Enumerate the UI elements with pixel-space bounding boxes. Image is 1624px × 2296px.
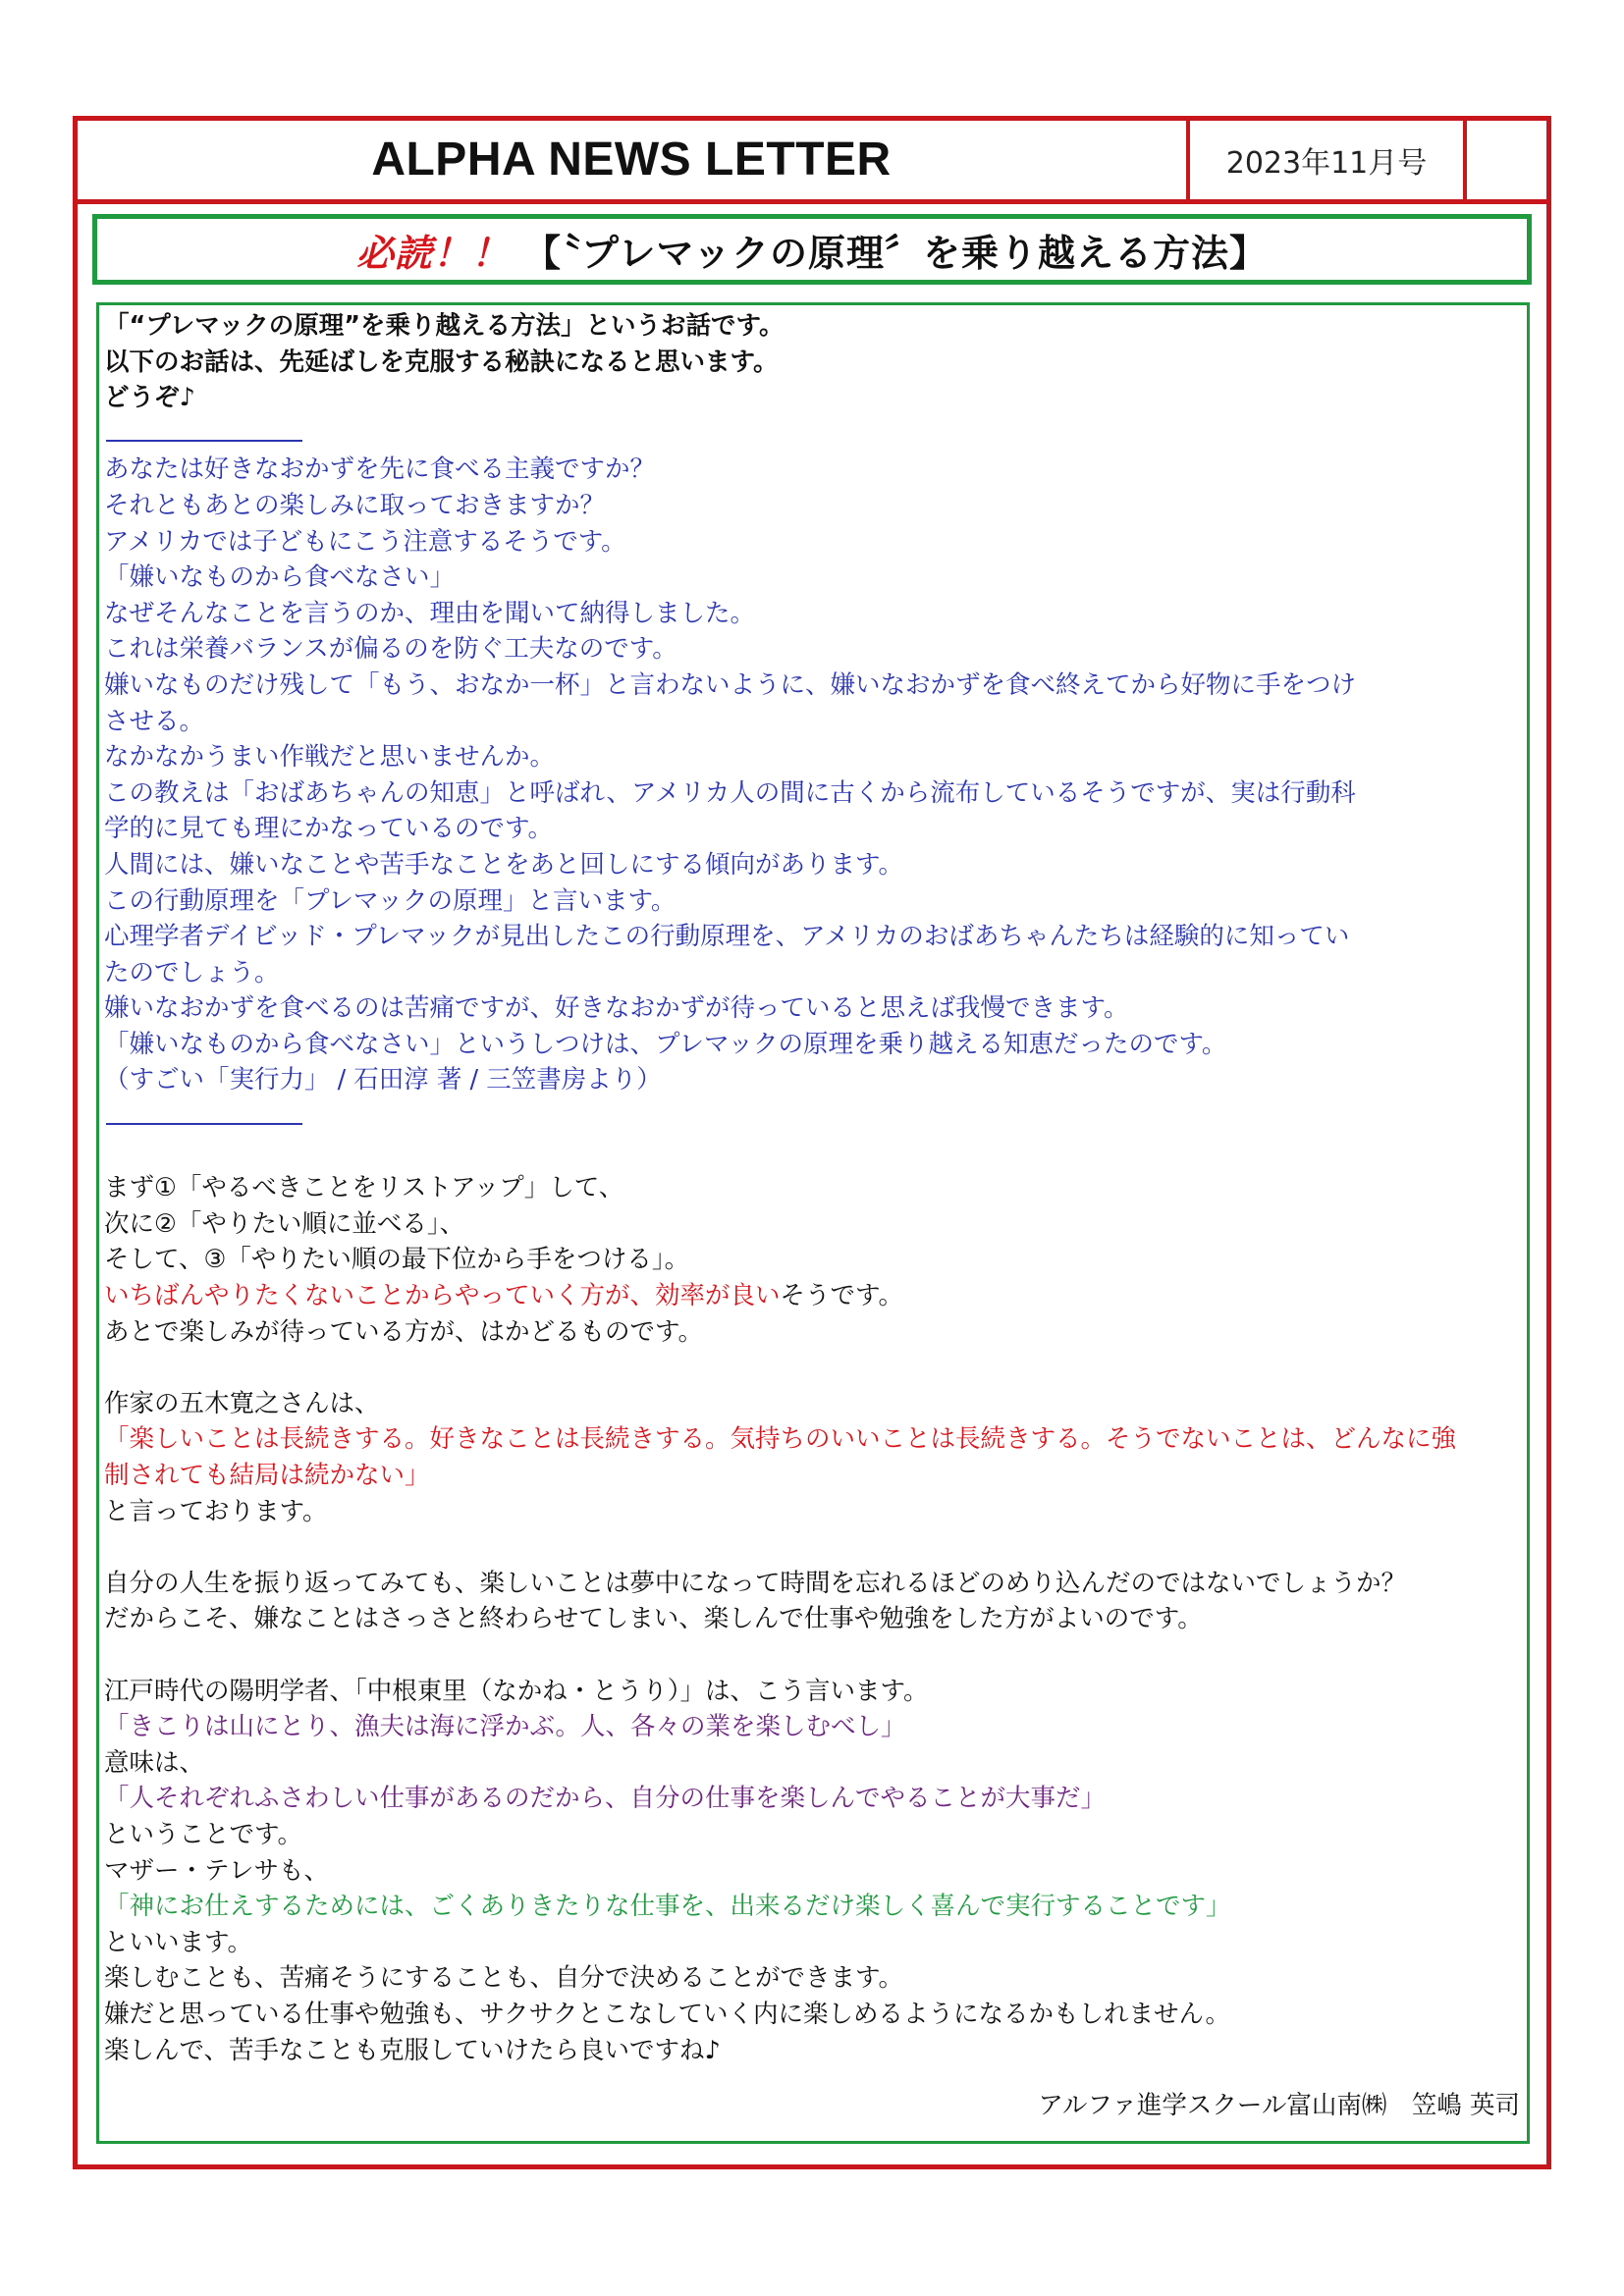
itsuki-quote: 「楽しいことは長続きする。好きなことは長続きする。気持ちのいいことは長続きする。そうでないことは、どんなに強: [104, 1424, 1457, 1455]
itsuki-quote: 制されても結局は続かない」: [104, 1461, 430, 1490]
step-line: そして、③「やりたい順の最下位から手をつける」。: [104, 1245, 690, 1275]
headline-banner: [92, 214, 1532, 285]
quote-line: この教えは「おばあちゃんの知恵」と呼ばれ、アメリカ人の間に古くから流布しているそうですが、実は行動科: [104, 777, 1356, 808]
newsletter-title: ALPHA NEWS LETTER: [371, 133, 892, 186]
step-line: まず①「やるべきことをリストアップ」して、: [104, 1173, 624, 1203]
nakane-meaning: 「人それぞれふさわしい仕事があるのだから、自分の仕事を楽しんでやることが大事だ」: [104, 1784, 1107, 1814]
author-signature: アルファ進学スクール富山南㈱ 笠嶋 英司: [1038, 2091, 1520, 2120]
teresa-lead: マザー・テレサも、: [104, 1855, 329, 1886]
quote-line: 「嫌いなものから食べなさい」というしつけは、プレマックの原理を乗り越える知恵だったのです。: [104, 1029, 1227, 1059]
newsletter-header: [77, 120, 1547, 204]
quote-line: 「嫌いなものから食べなさい」: [104, 562, 456, 593]
step-line: 次に②「やりたい順に並べる」、: [104, 1208, 465, 1239]
teresa-tail: といいます。: [104, 1927, 252, 1957]
quote-rule-top: [104, 416, 1518, 453]
quote-line: これは栄養バランスが偏るのを防ぐ工夫なのです。: [104, 634, 677, 665]
quote-line: 嫌いなおかずを食べるのは苦痛ですが、好きなおかずが待っていると思えば我慢できます。: [104, 993, 1129, 1024]
quote-line: それともあとの楽しみに取っておきますか？: [104, 490, 606, 520]
issue-date: 2023年11月号: [1186, 120, 1467, 199]
quote-line: 学的に見ても理にかなっているのです。: [104, 814, 553, 844]
emphasis-red: いちばんやりたくないことからやっていく方が、効率が良い: [104, 1281, 781, 1311]
quote-line: あなたは好きなおかずを先に食べる主義ですか？: [104, 454, 656, 485]
steps-after: あとで楽しみが待っている方が、はかどるものです。: [104, 1316, 703, 1347]
intro-line: 以下のお話は、先延ばしを克服する秘訣になると思います。: [104, 347, 779, 377]
reflection-line: 自分の人生を振り返ってみても、楽しいことは夢中になって時間を忘れるほどのめり込んだのではないでしょうか？: [104, 1568, 1407, 1598]
quote-line: なかなかうまい作戦だと思いませんか。: [104, 742, 556, 773]
nakane-lead: 江戸時代の陽明学者、「中根東里（なかね・とうり）」は、こう言います。: [104, 1676, 929, 1706]
nakane-quote: 「きこりは山にとり、漁夫は海に浮かぶ。人、各々の業を楽しむべし」: [104, 1712, 906, 1742]
closing-line: 楽しむことも、苦痛そうにすることも、自分で決めることができます。: [104, 1963, 903, 1994]
quote-line: 心理学者デイビッド・プレマックが見出したこの行動原理を、アメリカのおばあちゃんたちは経験的に知ってい: [104, 922, 1350, 952]
nakane-meaning-lead: 意味は、: [104, 1747, 205, 1778]
quote-line: 嫌いなものだけ残して「もう、おなか一杯」と言わないように、嫌いなおかずを食べ終えてから好物に手をつけ: [104, 669, 1357, 700]
article-body: [104, 308, 1518, 2068]
itsuki-lead: 作家の五木寛之さんは、: [104, 1388, 380, 1418]
quote-line: させる。: [104, 706, 205, 736]
intro-line: 「“プレマックの原理”を乗り越える方法」というお話です。: [104, 311, 785, 341]
closing-line: 楽しんで、苦手なことも克服していけたら良いですね♪: [104, 2035, 721, 2065]
header-blank-cell: [1467, 120, 1547, 199]
itsuki-tail: と言っております。: [104, 1496, 328, 1526]
quote-line: たのでしょう。: [104, 957, 280, 988]
quote-line: アメリカでは子どもにこう注意するそうです。: [104, 526, 626, 557]
must-read-label: 必読！！: [356, 231, 511, 275]
reflection-line: だからこそ、嫌なことはさっさと終わらせてしまい、楽しんで仕事や勉強をした方がよいのです。: [104, 1604, 1203, 1634]
intro-line: どうぞ♪: [104, 383, 195, 413]
quote-line: 人間には、嫌いなことや苦手なことをあと回しにする傾向があります。: [104, 849, 903, 880]
teresa-quote: 「神にお仕えするためには、ごくありきたりな仕事を、出来るだけ楽しく喜んで実行することです」: [104, 1892, 1231, 1922]
headline-topic: 【〝プレマックの原理〞を乗り越える方法】: [523, 231, 1268, 275]
emphasis-rest: そうです。: [780, 1281, 903, 1311]
emphasis-line: [104, 1278, 1518, 1314]
quote-line: なぜそんなことを言うのか、理由を聞いて納得しました。: [104, 598, 756, 628]
quote-line: この行動原理を「プレマックの原理」と言います。: [104, 885, 677, 916]
closing-line: 嫌だと思っている仕事や勉強も、サクサクとこなしていく内に楽しめるようになるかもしれません。: [104, 1999, 1230, 2029]
nakane-tail: ということです。: [104, 1819, 302, 1849]
quote-source: （すごい「実行力」 / 石田淳 著 / 三笠書房より）: [104, 1065, 662, 1095]
quote-rule-bottom: [104, 1098, 1518, 1135]
